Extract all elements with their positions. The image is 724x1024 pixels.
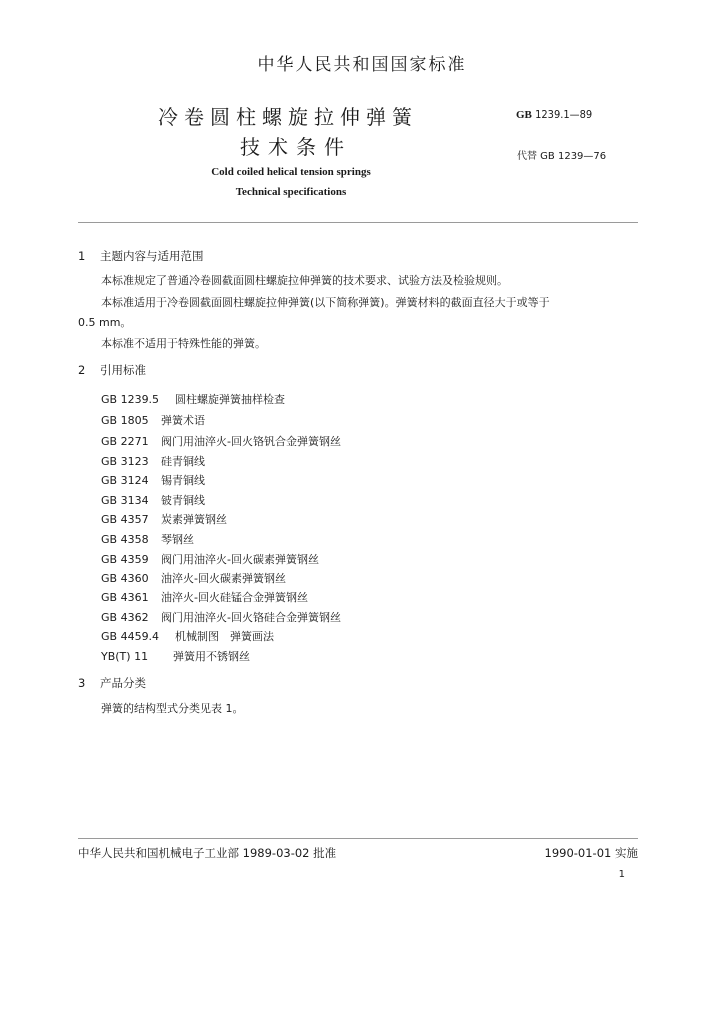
standard-title-line-1: 冷卷圆柱螺旋拉伸弹簧 xyxy=(158,105,418,129)
reference-name: 铍青铜线 xyxy=(161,494,205,507)
footer-divider xyxy=(78,838,638,839)
reference-item xyxy=(101,453,205,469)
reference-item xyxy=(101,412,205,428)
reference-code: GB 4362 xyxy=(101,611,149,624)
reference-name: 机械制图 弹簧画法 xyxy=(175,630,274,643)
standard-number-value: 1239.1—89 xyxy=(535,108,593,121)
reference-item xyxy=(101,433,341,449)
reference-name: 琴钢丝 xyxy=(161,533,194,546)
standard-title-line-2: 技术条件 xyxy=(240,135,352,159)
standard-prefix: GB xyxy=(516,109,532,121)
implementation-date: 1990-01-01 实施 xyxy=(544,846,638,860)
reference-item xyxy=(101,551,319,567)
standard-number xyxy=(516,108,592,121)
section-heading xyxy=(78,248,204,264)
reference-code: GB 3124 xyxy=(101,474,149,487)
approval-note: 中华人民共和国机械电子工业部 1989-03-02 批准 xyxy=(78,846,337,860)
page-number: 1 xyxy=(618,869,625,880)
reference-name: 阀门用油淬火-回火碳素弹簧钢丝 xyxy=(161,553,319,566)
section-number: 2 xyxy=(78,363,86,377)
paragraph-continuation: 0.5 mm。 xyxy=(78,316,132,329)
reference-item xyxy=(101,492,205,508)
reference-item xyxy=(101,391,285,407)
reference-name: 炭素弹簧钢丝 xyxy=(161,513,227,526)
section-number: 1 xyxy=(78,249,86,263)
issuer-heading: 中华人民共和国国家标准 xyxy=(257,55,467,75)
english-title-line-1: Cold coiled helical tension springs xyxy=(211,166,371,178)
reference-code: GB 1239.5 xyxy=(101,393,160,406)
reference-name: 阀门用油淬火-回火铬钒合金弹簧钢丝 xyxy=(161,435,341,448)
english-title-line-2: Technical specifications xyxy=(235,186,347,198)
reference-name: 阀门用油淬火-回火铬硅合金弹簧钢丝 xyxy=(161,611,341,624)
paragraph: 本标准不适用于特殊性能的弹簧。 xyxy=(101,337,266,350)
section-title: 产品分类 xyxy=(100,676,146,690)
paragraph: 本标准规定了普通冷卷圆截面圆柱螺旋拉伸弹簧的技术要求、试验方法及检验规则。 xyxy=(101,274,508,287)
reference-code: GB 2271 xyxy=(101,435,149,448)
reference-code: GB 3134 xyxy=(101,494,149,507)
header-divider xyxy=(78,222,638,223)
reference-item xyxy=(101,589,308,605)
reference-name: 油淬火-回火硅锰合金弹簧钢丝 xyxy=(161,591,308,604)
reference-name: 弹簧术语 xyxy=(161,414,205,427)
reference-code: GB 4360 xyxy=(101,572,149,585)
reference-code: GB 4357 xyxy=(101,513,149,526)
reference-name: 锡青铜线 xyxy=(161,474,205,487)
section-title: 引用标准 xyxy=(100,363,146,377)
reference-code: GB 3123 xyxy=(101,455,149,468)
paragraph: 弹簧的结构型式分类见表 1。 xyxy=(101,702,244,715)
reference-code: GB 4459.4 xyxy=(101,630,160,643)
section-number: 3 xyxy=(78,676,86,690)
reference-item xyxy=(101,609,341,625)
reference-item xyxy=(101,531,194,547)
reference-item xyxy=(101,472,205,488)
reference-name: 硅青铜线 xyxy=(161,455,205,468)
reference-item xyxy=(101,511,227,527)
section-title: 主题内容与适用范围 xyxy=(100,249,204,263)
reference-name: 圆柱螺旋弹簧抽样检查 xyxy=(175,393,285,406)
reference-item xyxy=(101,570,286,586)
section-heading xyxy=(78,362,146,378)
reference-code: GB 4359 xyxy=(101,553,149,566)
reference-name: 油淬火-回火碳素弹簧钢丝 xyxy=(161,572,286,585)
reference-item xyxy=(101,648,250,664)
reference-code: GB 1805 xyxy=(101,414,149,427)
reference-item xyxy=(101,628,274,644)
section-heading xyxy=(78,675,146,691)
reference-code: GB 4361 xyxy=(101,591,149,604)
replaces-note: 代替 GB 1239—76 xyxy=(517,151,607,162)
paragraph: 本标准适用于冷卷圆截面圆柱螺旋拉伸弹簧(以下简称弹簧)。弹簧材料的截面直径大于或等于 xyxy=(101,296,550,309)
reference-code: GB 4358 xyxy=(101,533,149,546)
reference-code: YB(T) 11 xyxy=(101,650,149,663)
reference-name: 弹簧用不锈钢丝 xyxy=(173,650,250,663)
